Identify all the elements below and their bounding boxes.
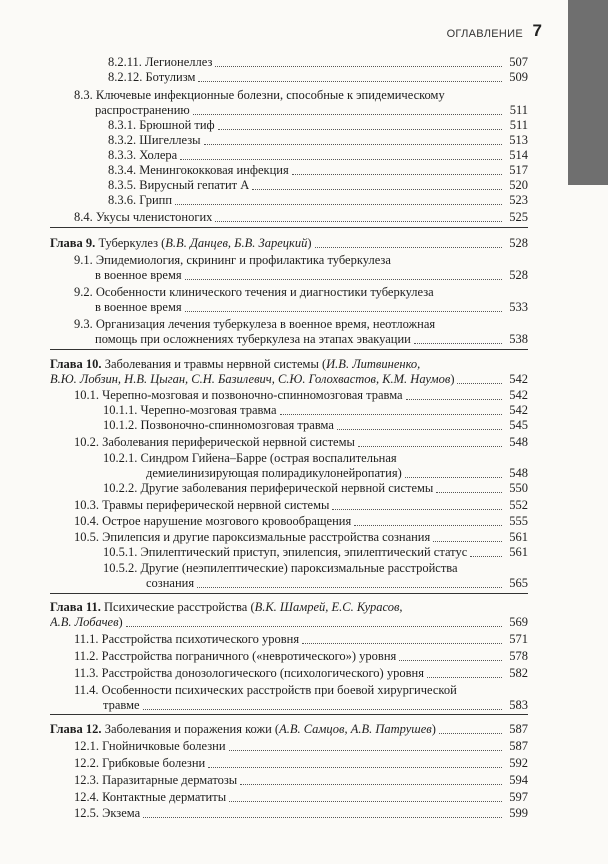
dot-leader (193, 113, 502, 115)
closing-paren: ) (431, 722, 436, 736)
entry-title: Заболевания и поражения кожи ( (101, 722, 280, 736)
entry-page-number: 552 (509, 498, 528, 512)
entry-title: 10.4. Острое нарушение мозгового кровообращения (74, 514, 352, 528)
toc-entry-line (50, 357, 420, 372)
dot-leader (126, 625, 502, 627)
entry-page-number: 582 (509, 666, 528, 680)
toc-entry-text (74, 285, 434, 299)
toc-entry-text (74, 632, 299, 647)
dot-leader (414, 342, 502, 344)
entry-page-number: 507 (509, 55, 528, 69)
entry-page-number: 578 (509, 649, 528, 663)
entry-page-number: 599 (509, 806, 528, 820)
entry-page-number: 517 (509, 163, 528, 177)
dot-leader (180, 158, 502, 160)
toc-entry[interactable] (74, 530, 528, 545)
toc-entry[interactable] (74, 388, 528, 403)
entry-title: Туберкулез ( (95, 236, 166, 250)
dot-leader (457, 382, 502, 384)
entry-page-number: 592 (509, 756, 528, 770)
toc-entry-text (108, 55, 212, 70)
entry-authors: В.В. Данцев, Б.В. Зарецкий (165, 236, 308, 250)
toc-entry[interactable] (95, 268, 528, 283)
entry-page-number: 525 (509, 210, 528, 224)
entry-title: демиелинизирующая полирадикулонейропатия) (146, 466, 402, 480)
entry-title: 10.5.1. Эпилептический приступ, эпилепсия, эпилептический статус (103, 545, 468, 559)
entry-title: 8.3.2. Шигеллезы (108, 133, 201, 147)
toc-entry-text (74, 317, 435, 331)
toc-entry-text (74, 790, 226, 805)
entry-page-number: 523 (509, 193, 528, 207)
entry-page-number: 569 (509, 615, 528, 629)
toc-entry[interactable] (74, 773, 528, 788)
entry-title: 10.5. Эпилепсия и другие пароксизмальные расстройства сознания (74, 530, 431, 544)
dot-leader (185, 310, 502, 312)
toc-entry-text (103, 418, 334, 433)
entry-page-number: 542 (509, 372, 528, 386)
toc-entry-text (74, 253, 391, 267)
toc-entry[interactable] (95, 103, 528, 118)
entry-title: 8.3.1. Брюшной тиф (108, 118, 215, 132)
entry-page-number: 548 (509, 435, 528, 449)
toc-entry[interactable] (95, 332, 528, 347)
entry-page-number: 548 (509, 466, 528, 480)
toc-entry-text (74, 683, 457, 697)
toc-entry[interactable] (103, 403, 528, 418)
entry-page-number: 597 (509, 790, 528, 804)
entry-title: 10.1. Черепно-мозговая и позвоночно-спинномозговая травма (74, 388, 403, 402)
closing-paren: ) (118, 615, 123, 629)
toc-entry-text (103, 481, 433, 496)
entry-page-number: 514 (509, 148, 528, 162)
toc-entry-text (50, 615, 123, 630)
toc-entry-text (50, 722, 436, 737)
toc-entry-text (108, 118, 215, 133)
toc-entry-text (146, 576, 194, 591)
toc-entry[interactable] (74, 806, 528, 821)
entry-title: 8.3.4. Менингококковая инфекция (108, 163, 289, 177)
toc-entry-line (74, 317, 435, 332)
entry-title: сознания (146, 576, 195, 590)
entry-title: помощь при осложнениях туберкулеза на этапах эвакуации (95, 332, 411, 346)
toc-entry[interactable] (108, 148, 528, 163)
toc-entry[interactable] (50, 236, 528, 251)
toc-entry[interactable] (74, 666, 528, 681)
toc-entry-text (103, 451, 397, 465)
chapter-number: Глава 10. (50, 357, 102, 371)
entry-title: 8.3. Ключевые инфекционные болезни, способные к эпидемическому (74, 88, 445, 102)
toc-entry-text (50, 236, 312, 251)
toc-entry-text (74, 530, 430, 545)
entry-page-number: 561 (509, 530, 528, 544)
entry-title: 10.3. Травмы периферической нервной системы (74, 498, 330, 512)
dot-leader (280, 413, 502, 415)
toc-entry[interactable] (50, 372, 528, 387)
toc-entry[interactable] (108, 118, 528, 133)
toc-entry-line (74, 683, 457, 698)
toc-entry[interactable] (74, 790, 528, 805)
toc-entry[interactable] (146, 466, 528, 481)
dot-leader (229, 749, 502, 751)
dot-leader (143, 816, 502, 818)
entry-page-number: 528 (509, 236, 528, 250)
entry-page-number: 545 (509, 418, 528, 432)
entry-title: 11.1. Расстройства психотического уровня (74, 632, 300, 646)
toc-entry[interactable] (103, 545, 528, 560)
toc-entry-text (50, 372, 454, 387)
dot-leader (240, 783, 502, 785)
dot-leader (399, 659, 502, 661)
page-number: 7 (532, 21, 542, 40)
toc-entry-text (74, 666, 424, 681)
toc-entry[interactable] (74, 649, 528, 664)
toc-entry[interactable] (74, 498, 528, 513)
toc-entry[interactable] (103, 481, 528, 496)
entry-title: 10.2.2. Другие заболевания периферической нервной системы (103, 481, 434, 495)
toc-entry[interactable] (108, 178, 528, 193)
entry-title: 10.2.1. Синдром Гийена–Барре (острая воспалительная (103, 451, 397, 465)
toc-entry-text (74, 773, 237, 788)
toc-entry-text (108, 163, 289, 178)
entry-page-number: 565 (509, 576, 528, 590)
entry-title: травме (103, 698, 140, 712)
dot-leader (354, 524, 502, 526)
dot-leader (185, 278, 502, 280)
dot-leader (302, 642, 502, 644)
toc-entry-text (103, 561, 458, 575)
entry-page-number: 528 (509, 268, 528, 282)
entry-authors: И.В. Литвиненко, (326, 357, 421, 371)
toc-entry[interactable] (50, 615, 528, 630)
entry-page-number: 561 (509, 545, 528, 559)
toc-entry[interactable] (50, 722, 528, 737)
toc-entry-text (95, 268, 182, 283)
toc-entry-text (108, 178, 249, 193)
dot-leader (315, 246, 502, 248)
dot-leader (143, 708, 502, 710)
toc-entry[interactable] (103, 698, 528, 713)
toc-entry-text (50, 600, 403, 614)
entry-title: Заболевания и травмы нервной системы ( (101, 357, 327, 371)
closing-paren: ) (450, 372, 455, 386)
entry-title: 12.1. Гнойничковые болезни (74, 739, 226, 753)
entry-title: 8.3.3. Холера (108, 148, 178, 162)
dot-leader (337, 428, 502, 430)
entry-authors: В.Ю. Лобзин, Н.В. Цыган, С.Н. Базилевич, С.Ю. Голохвастов, К.М. Наумов (50, 372, 451, 386)
chapter-number: Глава 11. (50, 600, 101, 614)
toc-entry-line (103, 451, 397, 466)
entry-page-number: 583 (509, 698, 528, 712)
toc-entry[interactable] (74, 435, 528, 450)
entry-page-number: 542 (509, 388, 528, 402)
entry-title: 8.2.12. Ботулизм (108, 70, 196, 84)
toc-entry[interactable] (95, 300, 528, 315)
entry-page-number: 533 (509, 300, 528, 314)
toc-entry[interactable] (146, 576, 528, 591)
toc-entry-text (74, 88, 445, 102)
entry-title: 9.2. Особенности клинического течения и диагностики туберкулеза (74, 285, 434, 299)
dot-leader (433, 540, 502, 542)
entry-title: 12.3. Паразитарные дерматозы (74, 773, 238, 787)
entry-title: 9.1. Эпидемиология, скрининг и профилактика туберкулеза (74, 253, 391, 267)
toc-entry-text (95, 332, 411, 347)
entry-page-number: 511 (509, 103, 528, 117)
entry-page-number: 587 (509, 722, 528, 736)
entry-title: 10.2. Заболевания периферической нервной системы (74, 435, 355, 449)
dot-leader (292, 173, 502, 175)
toc-entry[interactable] (74, 210, 528, 225)
toc-entry[interactable] (74, 514, 528, 529)
toc-entry-line (74, 285, 434, 300)
entry-title: 12.2. Грибковые болезни (74, 756, 206, 770)
entry-authors: В.К. Шамрей, Е.С. Курасов, (254, 600, 403, 614)
dot-leader (332, 508, 502, 510)
entry-page-number: 538 (509, 332, 528, 346)
toc-entry[interactable] (108, 55, 528, 70)
dot-leader (405, 476, 502, 478)
toc-entry-text (74, 649, 396, 664)
entry-page-number: 550 (509, 481, 528, 495)
toc-entry-text (95, 103, 190, 118)
dot-leader (358, 445, 502, 447)
entry-title: 12.4. Контактные дерматиты (74, 790, 227, 804)
entry-title: в военное время (95, 268, 182, 282)
toc-entry-text (74, 739, 226, 754)
toc-entry[interactable] (74, 739, 528, 754)
toc-entry-text (103, 403, 277, 418)
entry-page-number: 571 (509, 632, 528, 646)
dot-leader (197, 586, 502, 588)
toc-entry-line (74, 88, 445, 103)
toc-entry-text (74, 514, 351, 529)
toc-entry[interactable] (74, 632, 528, 647)
chapter-separator (50, 227, 528, 228)
dot-leader (470, 555, 502, 557)
entry-title: 8.4. Укусы членистоногих (74, 210, 213, 224)
entry-title: 11.3. Расстройства донозологического (психологического) уровня (74, 666, 424, 680)
toc-entry-text (108, 193, 172, 208)
running-header: ОГЛАВЛЕНИЕ (446, 28, 523, 40)
dot-leader (427, 676, 502, 678)
chapter-separator (50, 593, 528, 594)
entry-page-number: 555 (509, 514, 528, 528)
dot-leader (208, 766, 502, 768)
entry-page-number: 587 (509, 739, 528, 753)
chapter-separator (50, 714, 528, 715)
toc-entry-text (74, 756, 205, 771)
toc-entry-text (74, 806, 140, 821)
entry-title: 10.1.1. Черепно-мозговая травма (103, 403, 277, 417)
entry-page-number: 542 (509, 403, 528, 417)
toc-entry-text (108, 148, 177, 163)
toc-entry[interactable] (103, 418, 528, 433)
entry-page-number: 520 (509, 178, 528, 192)
toc-entry[interactable] (108, 193, 528, 208)
entry-authors: А.В. Самцов, А.В. Патрушев (279, 722, 432, 736)
dot-leader (436, 491, 502, 493)
entry-authors: А.В. Лобачев (50, 615, 119, 629)
dot-leader (215, 65, 502, 67)
entry-page-number: 513 (509, 133, 528, 147)
entry-title: 12.5. Экзема (74, 806, 141, 820)
dot-leader (198, 80, 502, 82)
chapter-number: Глава 12. (50, 722, 102, 736)
toc-entry-text (74, 498, 329, 513)
dot-leader (229, 800, 502, 802)
toc-entry-text (108, 133, 201, 148)
entry-title: 8.3.5. Вирусный гепатит А (108, 178, 250, 192)
toc-entry-text (95, 300, 182, 315)
toc-entry-text (146, 466, 402, 481)
dot-leader (218, 128, 502, 130)
entry-title: 11.2. Расстройства пограничного («невротического») уровня (74, 649, 397, 663)
entry-title: 8.3.6. Грипп (108, 193, 173, 207)
toc-entry-line (50, 600, 403, 615)
entry-page-number: 511 (509, 118, 528, 132)
dot-leader (439, 732, 502, 734)
dot-leader (175, 203, 502, 205)
toc-entry-text (74, 388, 403, 403)
dot-leader (406, 398, 502, 400)
entry-page-number: 594 (509, 773, 528, 787)
closing-paren: ) (307, 236, 312, 250)
toc-entry-line (74, 253, 391, 268)
toc-entry-text (103, 698, 140, 713)
entry-title: 11.4. Особенности психических расстройств при боевой хирургической (74, 683, 457, 697)
entry-title: 9.3. Организация лечения туберкулеза в военное время, неотложная (74, 317, 436, 331)
entry-title: Психические расстройства ( (100, 600, 255, 614)
toc-entry-text (74, 435, 355, 450)
chapter-number: Глава 9. (50, 236, 96, 250)
chapter-separator (50, 349, 528, 350)
dot-leader (204, 143, 502, 145)
entry-title: распространению (95, 103, 190, 117)
toc-entry-text (108, 70, 195, 85)
toc-entry[interactable] (108, 133, 528, 148)
dot-leader (215, 220, 502, 222)
entry-title: 8.2.11. Легионеллез (108, 55, 213, 69)
toc-entry-line (103, 561, 458, 576)
toc-entry[interactable] (74, 756, 528, 771)
toc-entry[interactable] (108, 163, 528, 178)
toc-entry[interactable] (108, 70, 528, 85)
toc-entry-text (50, 357, 420, 371)
dot-leader (252, 188, 502, 190)
entry-title: 10.1.2. Позвоночно-спинномозговая травма (103, 418, 334, 432)
entry-title: в военное время (95, 300, 182, 314)
toc-entry-text (74, 210, 212, 225)
entry-page-number: 509 (509, 70, 528, 84)
toc-entry-text (103, 545, 467, 560)
entry-title: 10.5.2. Другие (неэпилептические) пароксизмальные расстройства (103, 561, 458, 575)
